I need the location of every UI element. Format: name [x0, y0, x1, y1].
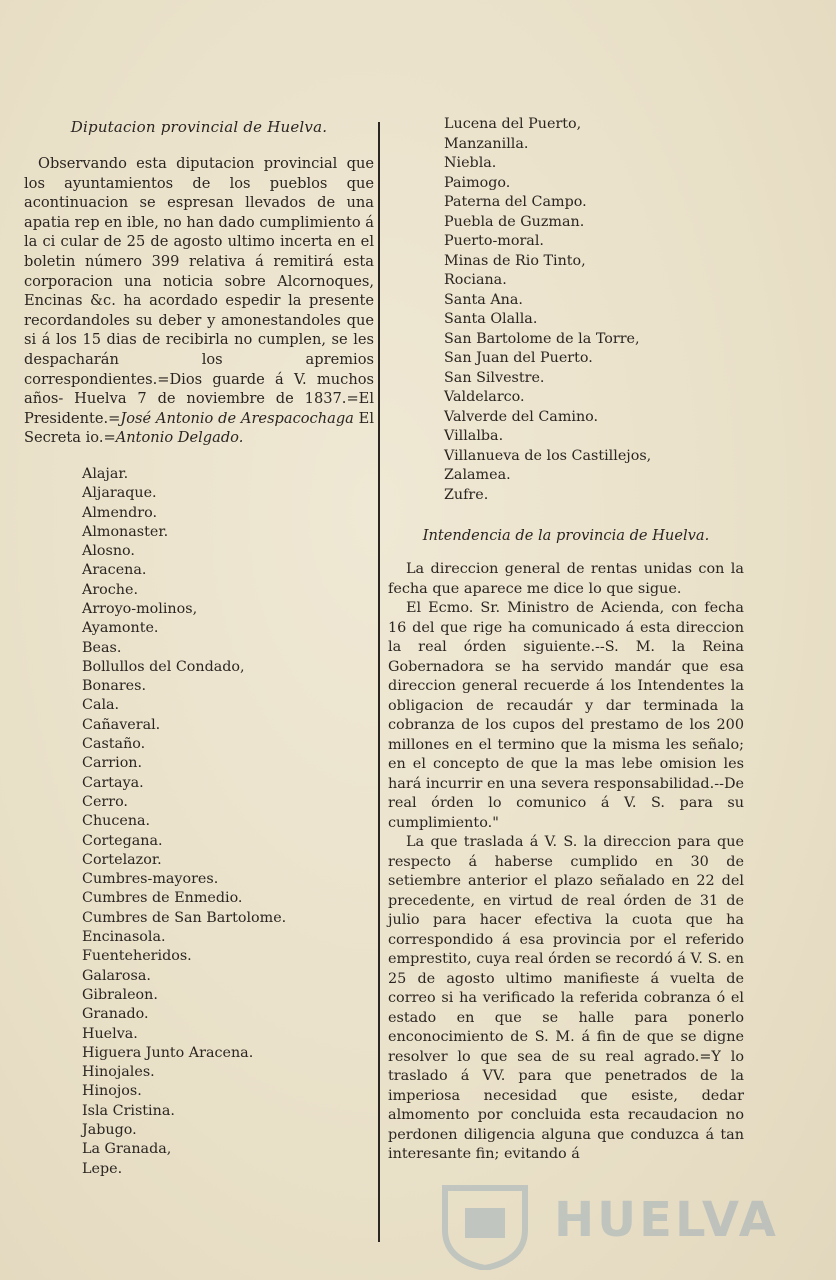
crest-icon	[430, 1180, 540, 1270]
right-town-item: Lucena del Puerto,	[444, 116, 582, 132]
right-town-item: Rociana.	[444, 272, 507, 288]
intendencia-paragraph-3: La que traslada á V. S. la direccion para que respecto á haberse cumplido en 30 de setiembre anterior el plazo señalado en 22 del precedente, en virtud de real órden de 31 de julio para hacer efectiva la cuota que ha correspondido á esa provincia por el referido emprestito, cuya real órden se recordó á V. S. en 25 de agosto ultimo manifieste á vuelta de correo si ha verificado la referida cobranza ó el estado en que se halle para ponerlo enconocimiento de S. M. á fin de que se digne resolver lo que sea de su real agrado.=Y lo traslado á VV. para que penetrados de la imperiosa necesidad que esiste, dedar almomento por concluida esta recaudacion no perdonen diligencia alguna que conduzca á tan interesante fin; evitando á	[388, 834, 744, 1162]
left-town-item: Gibraleon.	[82, 986, 158, 1003]
left-town-item: Almonaster.	[82, 523, 169, 540]
intendencia-paragraph-2: El Ecmo. Sr. Ministro de Acienda, con fecha 16 del que rige ha comunicado á esta direccion la real órden siguiente.--S. M. la Reina Gobernadora se ha servido mandár que esa direccion general recuerde á los Intendentes la obligacion de recaudár y dar terminada la cobranza de los cupos del prestamo de los 200 millones en el termino que la misma les señalo; en el concepto de que la mas lebe omision les hará incurrir en una severa responsabilidad.--De real órden lo comunico á V. S. para su cumplimiento."	[388, 600, 744, 831]
diputacion-paragraph	[24, 154, 374, 448]
left-town-item: Bonares.	[82, 678, 147, 695]
left-town-item: Cortelazor.	[82, 851, 162, 868]
left-town-item: Cañaveral.	[82, 716, 161, 733]
right-town-item: Puerto-moral.	[444, 233, 544, 249]
right-town-item: Valverde del Camino.	[444, 408, 599, 425]
left-town-item: Aroche.	[82, 581, 138, 598]
left-town-item: Chucena.	[82, 813, 151, 830]
right-town-item: San Silvestre.	[444, 369, 545, 386]
right-town-item: Minas de Rio Tinto,	[444, 252, 586, 269]
secretary-label: El Secreta io.=	[24, 409, 374, 447]
left-town-item: Aljaraque.	[82, 485, 157, 502]
left-column	[24, 118, 374, 1179]
watermark-text: HUELVA	[554, 1192, 779, 1248]
right-town-item: Santa Ana.	[444, 291, 523, 308]
right-town-item: Niebla.	[444, 155, 497, 171]
town-list-right	[388, 115, 744, 505]
left-town-item: Higuera Junto Aracena.	[82, 1044, 254, 1061]
left-town-item: Cortegana.	[82, 832, 163, 849]
right-town-item: San Bartolome de la Torre,	[444, 330, 640, 347]
right-town-item: Paimogo.	[444, 174, 511, 191]
right-town-item: Zufre.	[444, 486, 489, 503]
right-town-item: Manzanilla.	[444, 135, 529, 152]
left-town-item: Lepe.	[82, 1160, 123, 1177]
library-watermark	[430, 1180, 779, 1270]
left-town-item: Huelva.	[82, 1025, 138, 1042]
left-town-item: Fuenteheridos.	[82, 948, 192, 965]
left-town-item: Almendro.	[82, 504, 158, 521]
column-divider	[378, 122, 380, 1242]
right-town-item: Villanueva de los Castillejos,	[444, 447, 652, 464]
diputacion-heading: Diputacion provincial de Huelva.	[70, 118, 328, 136]
secretary-name: Antonio Delgado.	[115, 429, 244, 447]
left-town-item: Alajar.	[82, 465, 129, 482]
left-town-item: Carrion.	[82, 755, 143, 772]
right-town-item: Zalamea.	[444, 467, 511, 483]
left-town-item: Hinojales.	[82, 1064, 155, 1081]
left-town-item: Isla Cristina.	[82, 1102, 175, 1119]
left-town-item: Jabugo.	[82, 1122, 137, 1138]
right-town-item: Paterna del Campo.	[444, 194, 587, 210]
right-town-item: Santa Olalla.	[444, 311, 538, 327]
left-town-item: Cerro.	[82, 793, 128, 810]
right-town-item: Puebla de Guzman.	[444, 213, 585, 230]
left-town-item: Cumbres de San Bartolome.	[82, 909, 287, 926]
right-town-item: Villalba.	[444, 428, 504, 444]
town-list-left	[24, 465, 374, 1179]
left-town-item: Bollullos del Condado,	[82, 658, 245, 675]
intendencia-heading: Intendencia de la provincia de Huelva.	[422, 527, 710, 544]
left-town-item: Ayamonte.	[82, 620, 159, 637]
left-town-item: Cumbres-mayores.	[82, 871, 219, 888]
left-town-item: Beas.	[82, 639, 122, 656]
right-column	[388, 115, 744, 1165]
left-town-item: Aracena.	[82, 562, 147, 579]
left-town-item: Hinojos.	[82, 1083, 142, 1100]
right-town-item: Valdelarco.	[444, 389, 525, 405]
left-town-item: La Granada,	[82, 1141, 172, 1158]
left-town-item: Cumbres de Enmedio.	[82, 890, 243, 907]
paragraph-text: Observando esta diputacion provincial que los ayuntamientos de los pueblos que acontinuacion se espresan llevados de una apatia rep en ible, no han dado cumplimiento á la ci cular de 25 de agosto ultimo incerta en el boletin número 399 relativa á remitirá esta corporacion una noticia sobre Alcornoques, Encinas &c. ha acordado espedir la presente recordandoles su deber y amonestandoles que si á los 15 dias de recibirla no cumplen, se les despacharán los apremios correspondientes.=Dios guarde á V. muchos años- Huelva 7 de noviembre de 1837.=El Presidente.=	[24, 155, 374, 427]
left-town-item: Arroyo-molinos,	[82, 600, 198, 617]
left-town-item: Cartaya.	[82, 774, 144, 791]
left-town-item: Alosno.	[82, 543, 135, 560]
left-town-item: Castaño.	[82, 736, 146, 753]
intendencia-paragraph-1: La direccion general de rentas unidas con la fecha que aparece me dice lo que sigue.	[388, 561, 744, 597]
left-town-item: Granado.	[82, 1006, 149, 1023]
left-town-item: Cala.	[82, 697, 120, 714]
right-town-item: San Juan del Puerto.	[444, 350, 593, 366]
president-name: José Antonio de Arespacochaga	[120, 409, 354, 427]
left-town-item: Galarosa.	[82, 967, 151, 984]
left-town-item: Encinasola.	[82, 929, 166, 946]
